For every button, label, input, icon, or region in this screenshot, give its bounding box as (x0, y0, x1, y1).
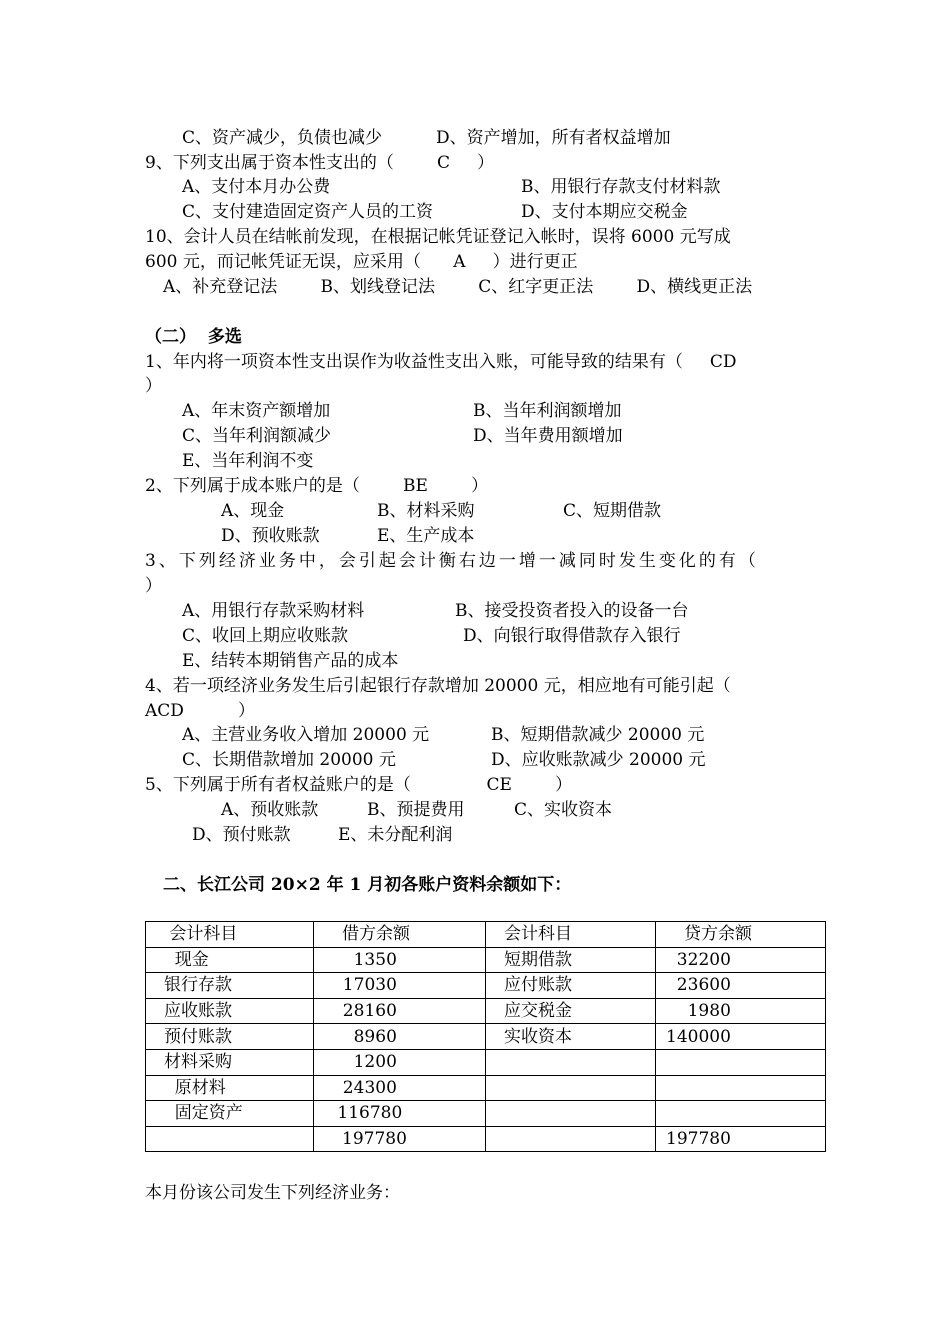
table-total-row (146, 1126, 826, 1152)
option-a: A、预收账款 (221, 800, 319, 820)
table-cell: 24300 (314, 1075, 486, 1101)
option-line: C、资产减少，负债也减少 D、资产增加，所有者权益增加 (182, 128, 671, 148)
table-header: 会计科目 (146, 922, 314, 948)
table-cell (486, 1049, 656, 1075)
option-c: C、实收资本 (514, 800, 613, 820)
option-c: C、支付建造固定资产人员的工资 (182, 202, 434, 222)
option-b: B、接受投资者投入的设备一台 (455, 601, 689, 621)
option-a: A、主营业务收入增加 20000 元 (182, 725, 430, 745)
table-cell: 17030 (314, 973, 486, 999)
table-header: 会计科目 (486, 922, 656, 948)
question-4-cont: ACD ） (145, 701, 255, 721)
question-5: 5、下列属于所有者权益账户的是（ CE ） (145, 775, 573, 795)
table-cell: 23600 (656, 973, 826, 999)
question-4: 4、若一项经济业务发生后引起银行存款增加 20000 元，相应地有可能引起（ (145, 676, 731, 696)
option-line: A、补充登记法 B、划线登记法 C、红字更正法 D、横线更正法 (163, 277, 753, 297)
option-b: B、材料采购 (377, 501, 475, 521)
question-9: 9、下列支出属于资本性支出的（ C ） (145, 153, 495, 173)
table-row (146, 1075, 826, 1101)
table-cell (486, 1126, 656, 1152)
table-cell: 应收账款 (146, 998, 314, 1024)
table-row (146, 1024, 826, 1050)
option-e: E、未分配利润 (338, 825, 453, 845)
option-a: A、支付本月办公费 (182, 177, 331, 197)
table-cell (656, 1101, 826, 1127)
table-cell: 固定资产 (146, 1101, 314, 1127)
table-cell: 140000 (656, 1024, 826, 1050)
question-3-cont: ） (145, 576, 162, 596)
option-a: A、用银行存款采购材料 (182, 601, 365, 621)
table-cell: 预付账款 (146, 1024, 314, 1050)
question-1: 1、年内将一项资本性支出误作为收益性支出入账，可能导致的结果有（ CD (145, 352, 737, 372)
option-d: D、支付本期应交税金 (521, 202, 688, 222)
option-b: B、用银行存款支付材料款 (521, 177, 721, 197)
option-a: A、年末资产额增加 (182, 401, 331, 421)
table-cell: 32200 (656, 947, 826, 973)
question-3: 3、下列经济业务中，会引起会计衡右边一增一减同时发生变化的有（ (145, 551, 759, 571)
option-d: D、预收账款 (221, 526, 320, 546)
option-b: B、当年利润额增加 (473, 401, 622, 421)
table-cell (486, 1101, 656, 1127)
table-cell: 197780 (656, 1126, 826, 1152)
option-b: B、预提费用 (367, 800, 465, 820)
section-heading: （二） 多选 (145, 327, 242, 347)
table-cell (486, 1075, 656, 1101)
table-row (146, 1049, 826, 1075)
table-header-row (146, 922, 826, 948)
option-e: E、结转本期销售产品的成本 (182, 651, 399, 671)
table-cell: 1350 (314, 947, 486, 973)
option-c: C、收回上期应收账款 (182, 626, 349, 646)
table-cell: 116780 (314, 1101, 486, 1127)
table-cell: 实收资本 (486, 1024, 656, 1050)
option-d: D、向银行取得借款存入银行 (463, 626, 681, 646)
table-cell: 应交税金 (486, 998, 656, 1024)
option-d: D、预付账款 (192, 825, 291, 845)
table-cell: 8960 (314, 1024, 486, 1050)
option-a: A、现金 (221, 501, 285, 521)
option-c: C、长期借款增加 20000 元 (182, 750, 396, 770)
paragraph: 本月份该公司发生下列经济业务： (145, 1183, 400, 1203)
table-cell: 银行存款 (146, 973, 314, 999)
table-row (146, 973, 826, 999)
balance-table (145, 921, 826, 1152)
table-row (146, 1101, 826, 1127)
question-2: 2、下列属于成本账户的是（ BE ） (145, 476, 489, 496)
table-cell: 原材料 (146, 1075, 314, 1101)
table-cell: 28160 (314, 998, 486, 1024)
table-cell: 短期借款 (486, 947, 656, 973)
option-d: D、应收账款减少 20000 元 (491, 750, 706, 770)
table-header: 贷方余额 (656, 922, 826, 948)
option-e: E、生产成本 (377, 526, 475, 546)
table-cell: 1200 (314, 1049, 486, 1075)
table-row (146, 998, 826, 1024)
question-1-cont: ） (145, 376, 162, 396)
table-cell: 1980 (656, 998, 826, 1024)
table-cell (656, 1075, 826, 1101)
section-heading: 二、长江公司 20×2 年 1 月初各账户资料余额如下： (163, 875, 572, 895)
option-d: D、当年费用额增加 (473, 426, 623, 446)
table-cell: 材料采购 (146, 1049, 314, 1075)
table-cell (146, 1126, 314, 1152)
table-cell (656, 1049, 826, 1075)
option-e: E、当年利润不变 (182, 451, 314, 471)
option-b: B、短期借款减少 20000 元 (491, 725, 705, 745)
option-c: C、短期借款 (563, 501, 662, 521)
table-row (146, 947, 826, 973)
table-cell: 应付账款 (486, 973, 656, 999)
question-10-cont: 600 元，而记帐凭证无误，应采用（ A ）进行更正 (145, 252, 578, 272)
question-10: 10、会计人员在结帐前发现，在根据记帐凭证登记入帐时，误将 6000 元写成 (145, 227, 731, 247)
option-c: C、当年利润额减少 (182, 426, 332, 446)
table-cell: 现金 (146, 947, 314, 973)
table-header: 借方余额 (314, 922, 486, 948)
table-cell: 197780 (314, 1126, 486, 1152)
